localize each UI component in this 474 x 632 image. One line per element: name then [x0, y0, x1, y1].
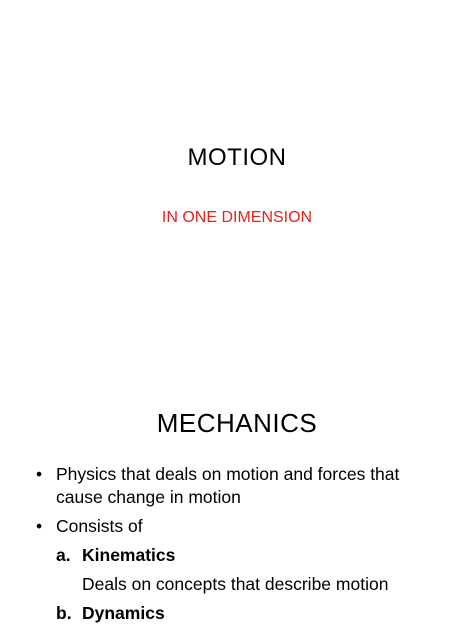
sub-item-label: Kinematics — [82, 545, 176, 565]
bullet-icon: • — [36, 516, 43, 536]
slide-mechanics — [0, 316, 474, 632]
bullet-text: Consists of — [56, 516, 143, 536]
bullet-text: Physics that deals on motion and forces that cause change in motion — [56, 464, 400, 507]
bullet-item — [36, 463, 446, 509]
sub-item-marker: b. — [56, 603, 72, 623]
bullet-icon: • — [36, 464, 43, 484]
slide-title-mechanics: MECHANICS — [156, 408, 318, 438]
sub-item-dynamics — [36, 602, 446, 625]
bullet-item — [36, 515, 446, 538]
slide-subtitle: IN ONE DIMENSION — [161, 209, 313, 226]
slide-body — [36, 463, 446, 625]
sub-item-kinematics — [36, 544, 446, 567]
sub-item-description: Deals on concepts that describe motion — [82, 574, 389, 594]
sub-item-marker: a. — [56, 545, 71, 565]
slide-title-motion: MOTION — [187, 144, 287, 171]
sub-item-label: Dynamics — [82, 603, 165, 623]
